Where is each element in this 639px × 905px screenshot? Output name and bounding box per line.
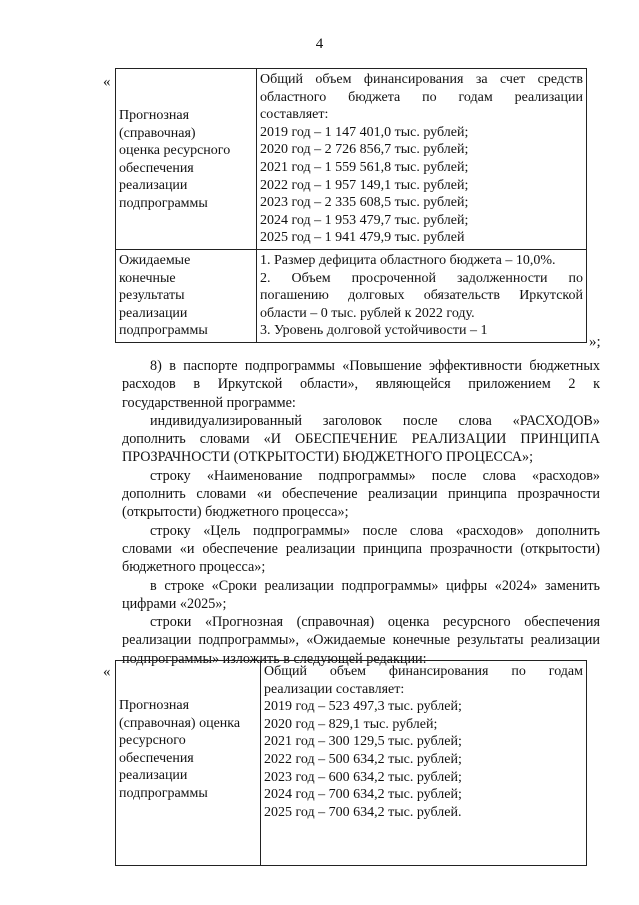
value-line: 2020 год – 829,1 тыс. рублей;	[264, 716, 438, 732]
row-label-line: реализации	[119, 178, 188, 194]
text-line: подпрограммы» изложить в следующей редакции:	[122, 650, 427, 667]
row-label-cell	[116, 249, 257, 342]
row-label-line: оценка ресурсного	[119, 143, 231, 159]
text-line: ПРОЗРАЧНОСТИ (ОТКРЫТОСТИ) БЮДЖЕТНОГО ПРОЦЕССА»;	[122, 449, 534, 466]
text-line: 8) в паспорте подпрограммы «Повышение эффективности бюджетных	[150, 358, 600, 374]
value-line: областного бюджета по годам реализации	[260, 89, 583, 105]
row-label-line: (справочная)	[119, 125, 196, 141]
text-line: словами «и обеспечение реализации принципа прозрачности (открытости)	[122, 540, 600, 557]
value-line: реализации составляет:	[264, 681, 405, 697]
row-value-cell	[261, 661, 587, 866]
row-label-cell	[116, 661, 261, 866]
open-quote: «	[103, 74, 111, 90]
row-label-cell	[116, 69, 257, 250]
value-line: 2024 год – 700 634,2 тыс. рублей;	[264, 787, 462, 803]
value-line: 2024 год – 1 953 479,7 тыс. рублей;	[260, 212, 469, 228]
row-label-line: подпрограммы	[119, 785, 208, 801]
table-row	[116, 249, 587, 342]
close-quote: »;	[589, 334, 601, 350]
table-resource-and-results	[115, 68, 587, 343]
row-label-line: подпрограммы	[119, 195, 208, 211]
page-number: 4	[315, 36, 324, 52]
text-line: дополнить словами «и обеспечение реализации принципа прозрачности	[122, 486, 600, 503]
value-line: 2019 год – 1 147 401,0 тыс. рублей;	[260, 124, 469, 140]
value-line: погашению долговых обязательств Иркутской	[260, 288, 583, 304]
value-line: 1. Размер дефицита областного бюджета – 10,0%.	[260, 252, 556, 268]
value-line: составляет:	[260, 107, 329, 123]
text-line: (открытости) бюджетного процесса»;	[122, 504, 349, 521]
value-line: 2020 год – 2 726 856,7 тыс. рублей;	[260, 142, 469, 158]
text-line: дополнить словами «И ОБЕСПЕЧЕНИЕ РЕАЛИЗАЦИИ ПРИНЦИПА	[122, 431, 600, 448]
value-line: 2025 год – 1 941 479,9 тыс. рублей	[260, 230, 465, 246]
row-value-cell	[257, 249, 587, 342]
row-label-line: ресурсного	[119, 733, 186, 749]
row-label-line: конечные	[119, 270, 176, 286]
value-line: 2023 год – 600 634,2 тыс. рублей;	[264, 769, 462, 785]
text-line: индивидуализированный заголовок после слова «РАСХОДОВ»	[150, 412, 600, 429]
value-line: Общий объем финансирования по годам	[264, 664, 583, 679]
row-label-line: (справочная) оценка	[119, 715, 241, 731]
value-line: 2. Объем просроченной задолженности по	[260, 270, 583, 286]
value-line: 2021 год – 1 559 561,8 тыс. рублей;	[260, 159, 469, 175]
table-resource-new-edition	[115, 660, 587, 866]
row-label-line: подпрограммы	[119, 323, 208, 339]
value-line: 2022 год – 1 957 149,1 тыс. рублей;	[260, 177, 469, 193]
value-line: 2019 год – 523 497,3 тыс. рублей;	[264, 699, 462, 715]
value-line: 2023 год – 2 335 608,5 тыс. рублей;	[260, 195, 469, 211]
row-label-line: Прогнозная	[119, 698, 190, 713]
text-line: бюджетного процесса»;	[122, 559, 266, 576]
row-label-line: обеспечения	[119, 750, 194, 766]
row-label-line: результаты	[119, 288, 185, 304]
value-line: 2022 год – 500 634,2 тыс. рублей;	[264, 751, 462, 767]
value-line: 3. Уровень долговой устойчивости – 1	[260, 323, 488, 339]
row-label-line: Ожидаемые	[119, 252, 191, 268]
row-label-line: обеспечения	[119, 160, 194, 176]
table-row	[116, 69, 587, 250]
body-text	[122, 357, 600, 668]
text-line: государственной программе:	[122, 394, 296, 411]
text-line: расходов в Иркутской области», являющейся приложением 2 к	[122, 376, 600, 393]
text-line: цифрами «2025»;	[122, 595, 227, 612]
text-line: строку «Цель подпрограммы» после слова «расходов» дополнить	[150, 522, 600, 539]
text-line: строку «Наименование подпрограммы» после слова «расходов»	[150, 467, 600, 484]
row-value-cell	[257, 69, 587, 250]
text-line: реализации подпрограммы», «Ожидаемые конечные результаты реализации	[122, 632, 600, 649]
value-line: Общий объем финансирования за счет средств	[260, 72, 583, 87]
value-line: 2025 год – 700 634,2 тыс. рублей.	[264, 804, 462, 820]
open-quote: «	[103, 664, 111, 680]
table-row	[116, 661, 587, 866]
row-label-line: реализации	[119, 768, 188, 784]
value-line: области – 0 тыс. рублей к 2022 году.	[260, 305, 475, 321]
text-line: строки «Прогнозная (справочная) оценка ресурсного обеспечения	[150, 614, 600, 631]
row-label-line: Прогнозная	[119, 108, 190, 123]
text-line: в строке «Сроки реализации подпрограммы» цифры «2024» заменить	[150, 577, 600, 594]
value-line: 2021 год – 300 129,5 тыс. рублей;	[264, 734, 462, 750]
row-label-line: реализации	[119, 305, 188, 321]
